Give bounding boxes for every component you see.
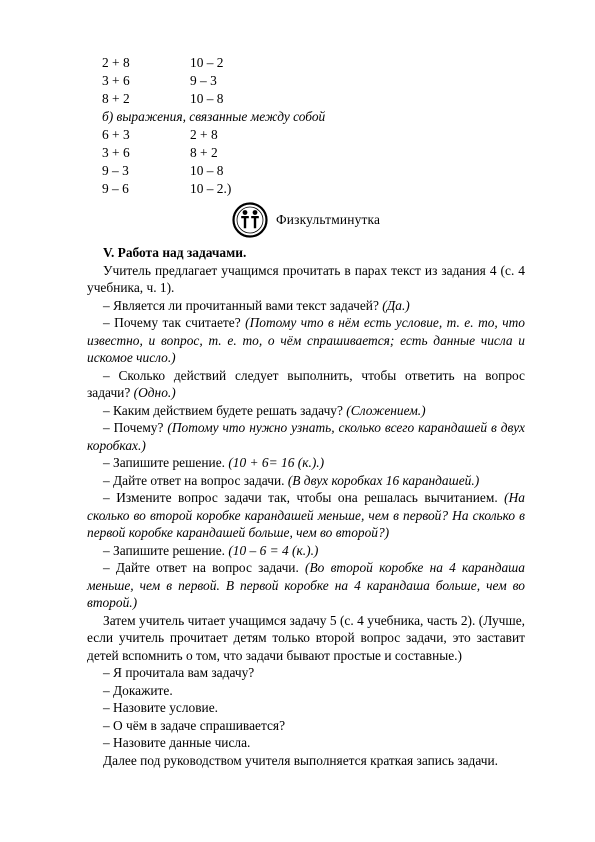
question: – О чём в задаче спрашивается? xyxy=(103,717,286,733)
expression-right: 10 – 2 xyxy=(190,55,224,70)
expression-left: 9 – 3 xyxy=(102,163,129,178)
subheading-b: б) выражения, связанные между собой xyxy=(102,109,326,124)
question: – Назовите условие. xyxy=(103,700,218,715)
expression-left: 9 – 6 xyxy=(102,181,129,196)
paragraph: Затем учитель читает учащимся задачу 5 (с. 4 учебника, часть 2). (Лучше, если учитель прочитает детям только второй вопрос задачи, это заставит детей вспомнить о том, что задачи бывают простые и составные.) xyxy=(87,612,525,663)
section-title: V. Работа над задачами. xyxy=(103,245,247,260)
question-answer: – Измените вопрос задачи так, чтобы она решалась вычитанием. (На сколько во второй коробке карандашей меньше, чем в первой? На сколько в первой коробке карандашей больше, чем во второй?) xyxy=(87,490,525,540)
question-answer: – Запишите решение. (10 + 6= 16 (к.).) xyxy=(103,455,325,470)
question-answer: – Является ли прочитанный вами текст задачей? (Да.) xyxy=(103,297,410,313)
expression-right: 10 – 2.) xyxy=(190,181,232,196)
expression-left: 8 + 2 xyxy=(102,91,130,106)
fizkultminutka-header xyxy=(232,202,432,238)
fizkultminutka-label: Физкультминутка xyxy=(276,212,381,227)
expression-right: 9 – 3 xyxy=(190,73,217,88)
expression-right: 2 + 8 xyxy=(190,127,218,142)
paragraph: Учитель предлагает учащимся прочитать в парах текст из задания 4 (с. 4 учебника, ч. 1). xyxy=(87,262,525,295)
expression-right: 8 + 2 xyxy=(190,145,218,160)
question-answer: – Каким действием будете решать задачу? (Сложением.) xyxy=(103,402,426,418)
expression-left: 6 + 3 xyxy=(102,127,130,142)
question: – Я прочитала вам задачу? xyxy=(103,665,255,680)
question-answer: – Сколько действий следует выполнить, чтобы ответить на вопрос задачи? (Одно.) xyxy=(87,367,525,400)
expression-left: 2 + 8 xyxy=(102,55,130,70)
question-answer: – Почему так считаете? (Потому что в нём есть условие, т. е. то, что известно, и вопрос, т. е. то, о чём спрашивается; есть данные числа и искомое число.) xyxy=(87,315,526,365)
two-persons-circle-icon xyxy=(232,202,268,238)
question-answer: – Запишите решение. (10 – 6 = 4 (к.).) xyxy=(103,542,319,558)
lesson-body xyxy=(87,244,525,769)
question: – Назовите данные числа. xyxy=(103,735,251,750)
question-answer: – Дайте ответ на вопрос задачи. (В двух коробках 16 карандашей.) xyxy=(103,472,480,488)
paragraph: Далее под руководством учителя выполняется краткая запись задачи. xyxy=(103,752,499,768)
question-answer: – Дайте ответ на вопрос задачи. (Во второй коробке на 4 карандаша меньше, чем в первой. В первой коробке на 4 карандаша больше, чем во второй.) xyxy=(87,560,525,610)
question: – Докажите. xyxy=(103,682,173,698)
expression-left: 3 + 6 xyxy=(102,73,130,88)
expression-right: 10 – 8 xyxy=(190,163,224,178)
question-answer: – Почему? (Потому что нужно узнать, сколько всего карандашей в двух коробках.) xyxy=(87,420,525,453)
expression-right: 10 – 8 xyxy=(190,91,224,106)
expression-left: 3 + 6 xyxy=(102,145,130,160)
